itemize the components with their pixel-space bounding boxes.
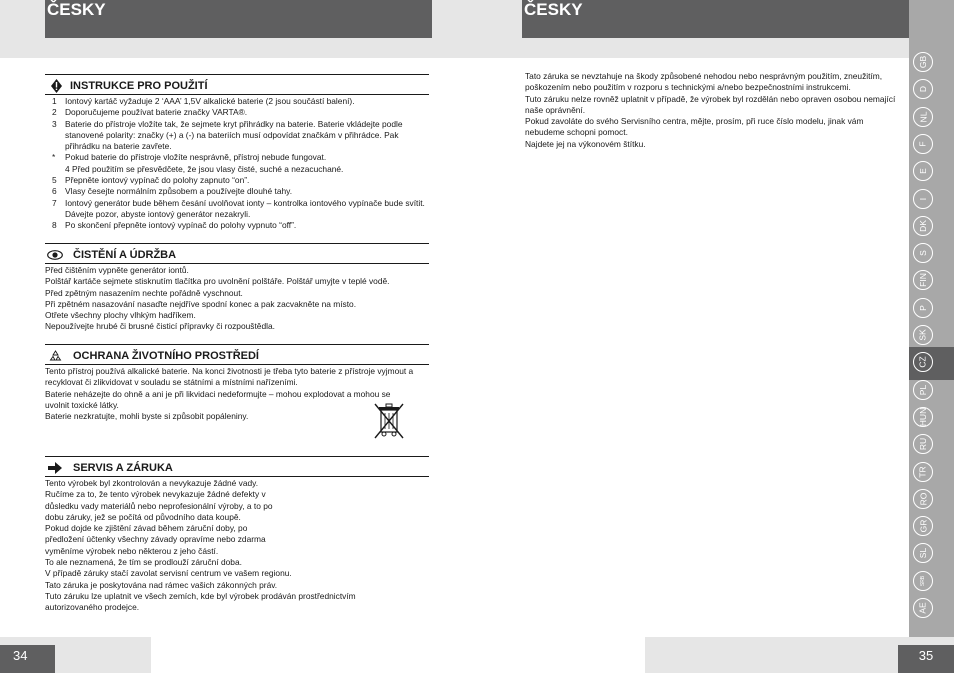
- list-item: [45, 186, 429, 197]
- item-number: [45, 164, 65, 175]
- language-tab-pl[interactable]: [913, 380, 933, 400]
- section-instructions: [45, 74, 429, 232]
- list-item: [45, 164, 429, 175]
- text-line: To ale neznamená, že tím se prodlouží záruční doba.: [45, 557, 242, 568]
- language-code: F: [917, 141, 928, 147]
- list-item: [45, 152, 429, 163]
- language-code: GR: [918, 519, 928, 533]
- language-code: SRB: [920, 575, 926, 586]
- section-heading: [45, 78, 429, 95]
- service-text: [45, 477, 429, 614]
- list-item: [45, 175, 429, 186]
- text-line: V případě záruky stačí zavolat servisní centrum ve vašem regionu.: [45, 568, 292, 579]
- text-line: Tuto záruku lze uplatnit ve všech zemích, kde byl výrobek prodáván prostřednictvím: [45, 590, 356, 601]
- item-number: *: [52, 152, 56, 163]
- language-code: TR: [918, 465, 928, 478]
- page-number-left: 34: [0, 645, 55, 673]
- item-number: 3: [52, 118, 57, 129]
- language-tab-tr[interactable]: [913, 462, 933, 482]
- text-line: důsledku vady materiálů nebo neprofesionální výroby, a to po: [45, 500, 273, 511]
- language-code: PL: [918, 384, 928, 395]
- item-number: 1: [52, 96, 57, 106]
- arrow-right-icon: [47, 461, 63, 475]
- text-line: Polštář kartáče sejmete stisknutím tlačítka pro uvolnění polštáře. Polštář umyjte v teplé vodě.: [45, 276, 390, 287]
- item-number: 8: [52, 220, 57, 231]
- language-code: HUN: [918, 407, 929, 427]
- language-tab-gb[interactable]: [913, 52, 933, 72]
- section-heading: [45, 348, 429, 365]
- item-text: Iontový kartáč vyžaduje 2 ‘AAA’ 1,5V alkalické baterie (2 jsou součástí balení).: [65, 96, 355, 106]
- language-tab-f[interactable]: [913, 134, 933, 154]
- text-line: Pokud dojde ke zjištění závad během záruční doby, po: [45, 523, 248, 534]
- eye-icon: [47, 248, 63, 262]
- list-item: [45, 119, 429, 153]
- right-page-text: [525, 71, 905, 150]
- language-code: SL: [918, 548, 928, 559]
- section-title: INSTRUKCE PRO POUŽITÍ: [70, 80, 208, 92]
- language-tab-srb[interactable]: [913, 571, 933, 591]
- text-line: vyměníme výrobek nebo některou z jeho částí.: [45, 545, 219, 556]
- item-text: Doporučujeme používat baterie značky VARTA®.: [65, 107, 248, 118]
- language-tab-hun[interactable]: [913, 407, 933, 427]
- section-heading: [45, 247, 429, 264]
- item-text: Baterie do přístroje vložíte tak, že sejmete kryt přihrádky na baterie. Baterie vkládejte podle stanovené polarity: značky (+) a (-) na bateriích musí odpovídat značkám v přihrádce. Pak přihrádku na baterie zavřete.: [65, 118, 403, 152]
- item-text: Iontový generátor bude během česání uvolňovat ionty – kontrolka iontového vypínače bude svítit. Dávejte pozor, abyste iontový generátor nezakryli.: [65, 197, 425, 219]
- language-code: AE: [918, 602, 928, 614]
- language-code: P: [917, 304, 928, 311]
- language-tab-dk[interactable]: [913, 216, 933, 236]
- language-code: NL: [918, 111, 928, 123]
- section-cleaning: [45, 243, 429, 333]
- language-tab-s[interactable]: [913, 243, 933, 263]
- item-text: Pokud baterie do přístroje vložíte nesprávně, přístroj nebude fungovat.: [65, 152, 327, 163]
- section-service: [45, 456, 429, 614]
- section-title: OCHRANA ŽIVOTNÍHO PROSTŘEDÍ: [73, 350, 259, 362]
- exclamation-icon: [51, 79, 62, 93]
- language-code: I: [918, 197, 928, 200]
- text-line: dobu záruky, jež se počítá od původního data koupě.: [45, 511, 241, 522]
- item-text: 4 Před použitím se přesvědčete, že jsou vlasy čisté, suché a nezacuchané.: [65, 163, 344, 174]
- list-item: [45, 107, 429, 118]
- list-item: [45, 220, 429, 231]
- right-page-header: ČESKY: [522, 0, 909, 38]
- text-line: Ručíme za to, že tento výrobek nevykazuje žádné defekty v: [45, 489, 266, 500]
- crossed-out-bin-icon: [372, 402, 406, 445]
- section-title: ČISTĚNÍ A ÚDRŽBA: [73, 249, 177, 261]
- item-text: Po skončení přepněte iontový vypínač do polohy vypnuto “off”.: [65, 220, 297, 231]
- paragraph: Najdete jej na výkonovém štítku.: [525, 138, 646, 149]
- paragraph: Pokud zavoláte do svého Servisního centra, mějte, prosím, při ruce číslo modelu, jinak vám nebudeme schopni pomoct.: [525, 116, 864, 138]
- text-line: autorizovaného prodejce.: [45, 602, 140, 613]
- language-tab-ae[interactable]: [913, 598, 933, 618]
- language-code: D: [917, 86, 928, 93]
- language-code: GB: [918, 55, 928, 69]
- text-line: Baterie neházejte do ohně a ani je při likvidaci nedeformujte – mohou explodovat a mohou se uvolnit toxické látky.: [45, 388, 391, 410]
- item-number: 2: [52, 107, 57, 118]
- language-tab-i[interactable]: [913, 189, 933, 209]
- page-number-right: 35: [898, 645, 954, 673]
- text-line: Nepoužívejte hrubé či brusné čisticí přípravky či rozpouštědla.: [45, 321, 275, 332]
- text-line: Tento přístroj používá alkalické baterie. Na konci životnosti je třeba tyto baterie z přístroje vyjmout a recyklovat či zlikvidovat v souladu se státními a místními nařízeními.: [45, 366, 414, 388]
- environment-text: [45, 365, 415, 422]
- text-line: Před čištěním vypněte generátor iontů.: [45, 265, 189, 275]
- list-item: [45, 96, 429, 107]
- left-page-header: ČESKY: [45, 0, 432, 38]
- item-text: Vlasy česejte normálním způsobem a používejte dlouhé tahy.: [65, 186, 293, 197]
- language-tab-p[interactable]: [913, 298, 933, 318]
- cleaning-text: [45, 264, 429, 333]
- language-tab-nl[interactable]: [913, 107, 933, 127]
- language-code: RO: [918, 492, 928, 506]
- item-number: 6: [52, 186, 57, 197]
- section-title: SERVIS A ZÁRUKA: [73, 462, 173, 474]
- text-line: Při zpětném nasazování nasaďte nejdříve spodní konec a pak zacvakněte na místo.: [45, 298, 357, 309]
- language-tab-gr[interactable]: [913, 516, 933, 536]
- language-tab-sk[interactable]: [913, 325, 933, 345]
- recycle-icon: [47, 349, 63, 363]
- list-item: [45, 198, 429, 221]
- text-line: předložení účtenky všechny závady opravíme nebo zdarma: [45, 534, 266, 545]
- text-line: Baterie nezkratujte, mohli byste si způsobit popáleniny.: [45, 411, 249, 422]
- language-code: E: [917, 168, 928, 175]
- instruction-list: [45, 95, 429, 232]
- paragraph: Tuto záruku nelze rovněž uplatnit v případě, že výrobek byl rozdělán nebo opraven osobou nemající naše oprávnění.: [525, 93, 896, 115]
- text-line: Tato záruka je poskytována nad rámec vašich zákonných práv.: [45, 579, 278, 590]
- item-number: 5: [52, 175, 57, 186]
- language-code: CZ: [918, 356, 928, 368]
- section-heading: [45, 460, 429, 477]
- language-code: S: [917, 250, 928, 256]
- text-line: Před zpětným nasazením nechte pořádně vyschnout.: [45, 287, 243, 298]
- language-tab-ro[interactable]: [913, 489, 933, 509]
- language-code: SK: [918, 329, 928, 341]
- language-code: RU: [918, 438, 928, 451]
- item-text: Přepněte iontový vypínač do polohy zapnuto “on”.: [65, 175, 250, 186]
- item-number: 7: [52, 197, 57, 208]
- text-line: Tento výrobek byl zkontrolován a nevykazuje žádné vady.: [45, 478, 259, 488]
- paragraph: Tato záruka se nevztahuje na škody způsobené nehodou nebo nesprávným použitím, zneužitím, poškozením nebo použitím v rozporu s technickými a/nebo bezpečnostními instrukcemi.: [525, 71, 883, 93]
- language-code: FIN: [917, 273, 928, 288]
- language-code: DK: [918, 219, 928, 232]
- text-line: Otřete všechny plochy vlhkým hadříkem.: [45, 310, 196, 321]
